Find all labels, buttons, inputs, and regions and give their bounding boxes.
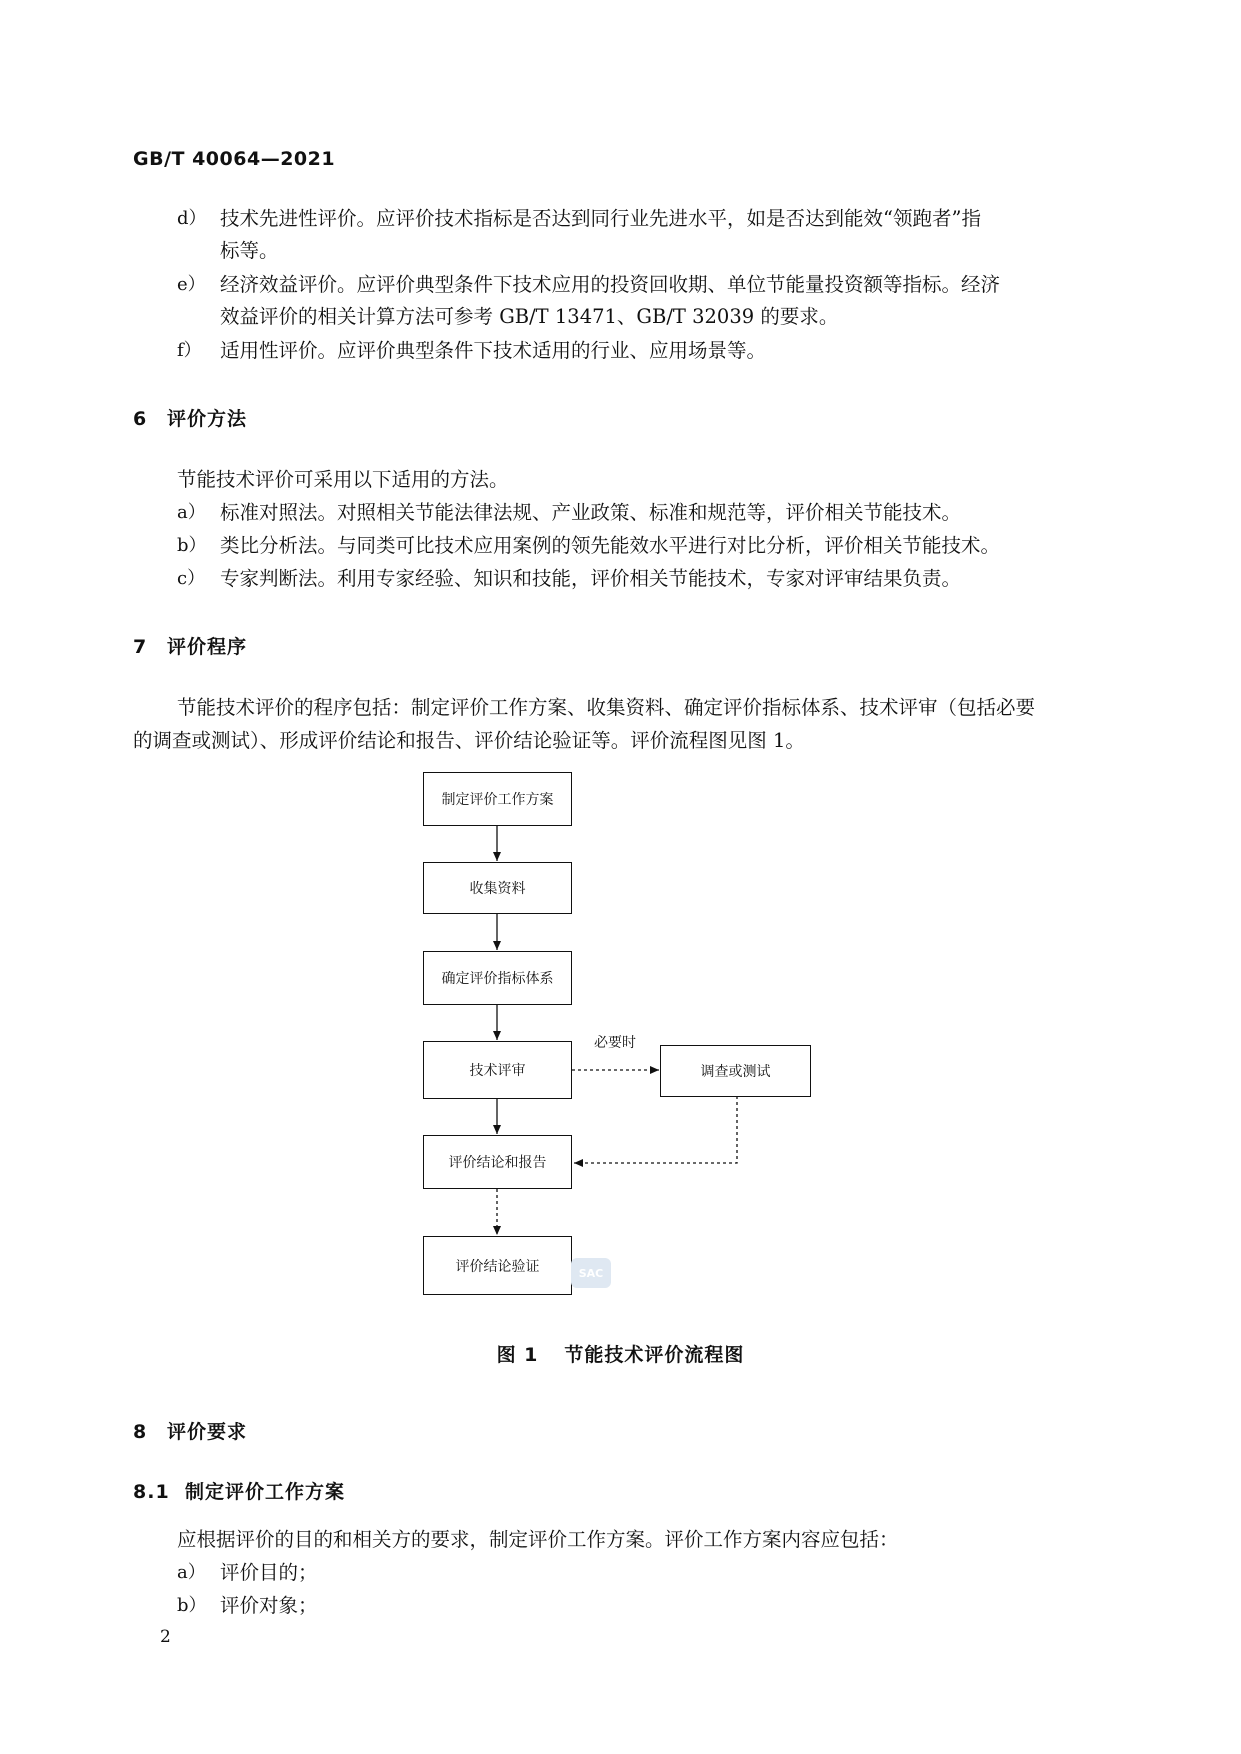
section-6-item-c: 专家判断法。利用专家经验、知识和技能，评价相关节能技术，专家对评审结果负责。 (220, 567, 962, 590)
flow-step-4: 技术评审 (423, 1041, 572, 1099)
section-6-label-b: b） (177, 535, 207, 556)
section-6-number: 6 (133, 408, 148, 430)
section-6-label-a: a） (177, 502, 206, 523)
figure-caption-title: 节能技术评价流程图 (564, 1344, 745, 1366)
section-7-title: 评价程序 (167, 636, 248, 658)
section-8-1-intro: 应根据评价的目的和相关方的要求，制定评价工作方案。评价工作方案内容应包括： (177, 1528, 899, 1551)
flow-step-3: 确定评价指标体系 (423, 951, 572, 1005)
section-8-1-item-b: 评价对象； (220, 1594, 318, 1617)
list-item-e-line2: 效益评价的相关计算方法可参考 GB/T 13471、GB/T 32039 的要求。 (220, 305, 839, 328)
list-label-e: e） (177, 274, 206, 295)
document-code: GB/T 40064—2021 (133, 148, 336, 170)
list-item-d-line2: 标等。 (220, 239, 279, 262)
section-8-heading (133, 1417, 247, 1444)
section-8-1-item-a: 评价目的； (220, 1561, 318, 1584)
section-8-1-title: 制定评价工作方案 (185, 1481, 346, 1503)
list-label-f: f） (177, 340, 202, 361)
arrow-side-5-dashed (574, 1096, 737, 1163)
figure-caption (0, 1340, 1241, 1367)
flow-side-step: 调查或测试 (660, 1045, 811, 1097)
section-7-para-line1: 节能技术评价的程序包括：制定评价工作方案、收集资料、确定评价指标体系、技术评审（包括必要 (177, 696, 1036, 719)
flow-side-label: 必要时 (594, 1035, 636, 1051)
section-6-title: 评价方法 (167, 408, 248, 430)
section-8-1-number: 8.1 (133, 1481, 170, 1503)
flow-step-6: 评价结论验证 (423, 1236, 572, 1295)
section-6-label-c: c） (177, 568, 206, 589)
section-7-number: 7 (133, 636, 148, 658)
list-item-d-line1: 技术先进性评价。应评价技术指标是否达到同行业先进水平，如是否达到能效“领跑者”指 (220, 207, 981, 230)
section-6-intro: 节能技术评价可采用以下适用的方法。 (177, 468, 509, 491)
section-6-item-a: 标准对照法。对照相关节能法律法规、产业政策、标准和规范等，评价相关节能技术。 (220, 501, 962, 524)
section-6-item-b: 类比分析法。与同类可比技术应用案例的领先能效水平进行对比分析，评价相关节能技术。 (220, 534, 1001, 557)
section-7-para-line2: 的调查或测试）、形成评价结论和报告、评价结论验证等。评价流程图见图 1。 (133, 729, 805, 752)
figure-caption-number: 图 1 (496, 1344, 539, 1366)
sac-watermark: SAC (571, 1258, 611, 1288)
section-8-title: 评价要求 (167, 1421, 248, 1443)
section-8-1-heading (133, 1477, 345, 1504)
list-item-f-line1: 适用性评价。应评价典型条件下技术适用的行业、应用场景等。 (220, 339, 767, 362)
flow-step-5: 评价结论和报告 (423, 1135, 572, 1189)
section-8-number: 8 (133, 1421, 148, 1443)
section-8-1-label-a: a） (177, 1562, 206, 1583)
list-label-d: d） (177, 208, 207, 229)
flow-step-1: 制定评价工作方案 (423, 772, 572, 826)
flow-step-2: 收集资料 (423, 862, 572, 914)
list-item-e-line1: 经济效益评价。应评价典型条件下技术应用的投资回收期、单位节能量投资额等指标。经济 (220, 273, 1001, 296)
section-8-1-label-b: b） (177, 1595, 207, 1616)
page-number: 2 (160, 1627, 171, 1647)
